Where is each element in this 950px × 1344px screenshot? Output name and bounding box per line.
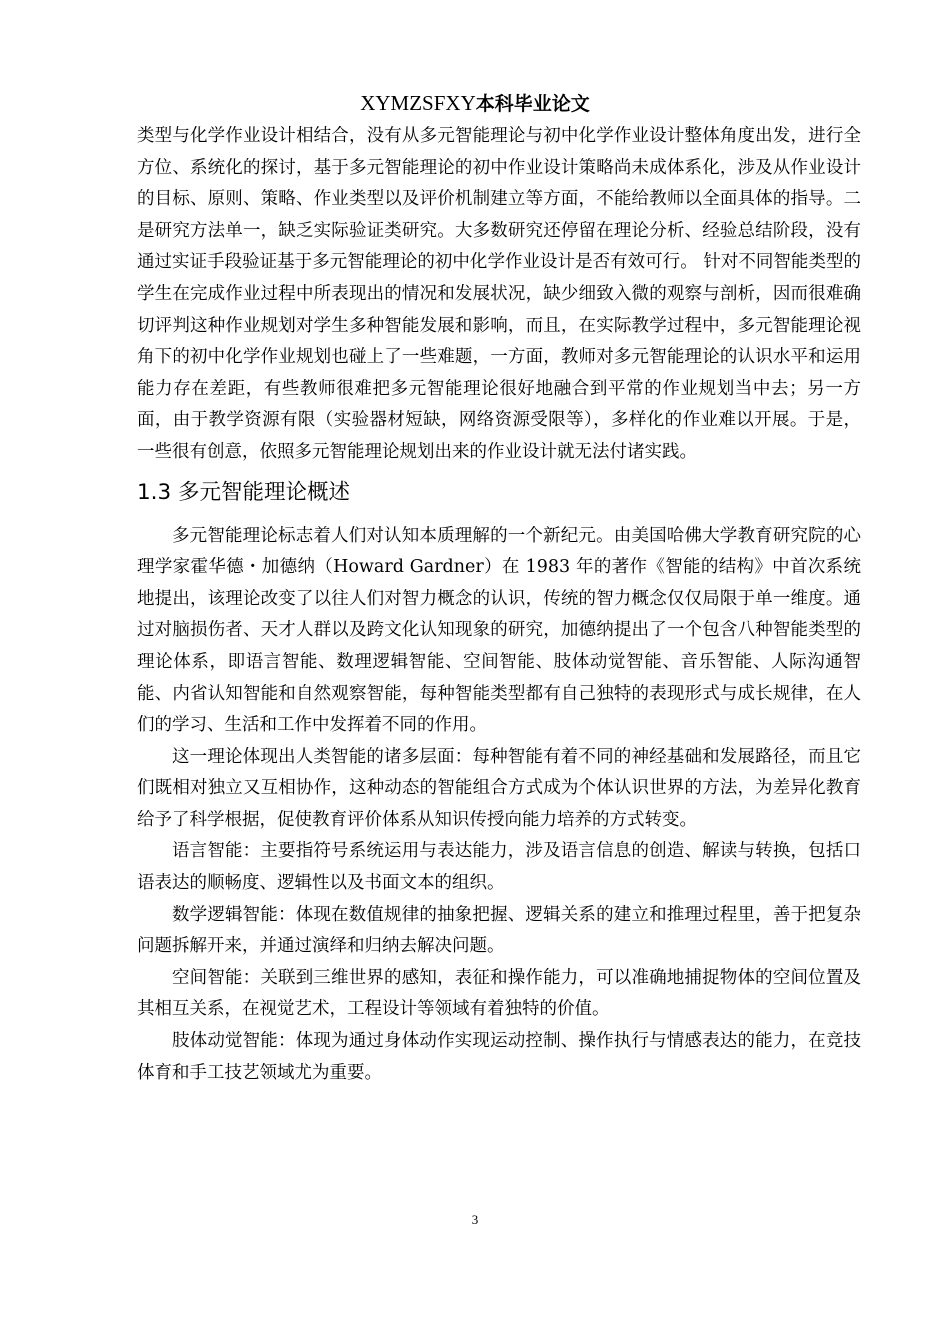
paragraph-spatial: 空间智能：关联到三维世界的感知，表征和操作能力，可以准确地捕捉物体的空间位置及其相互关系，在视觉艺术，工程设计等领域有着独特的价值。 [137, 967, 861, 1020]
paragraph-overview: 多元智能理论标志着人们对认知本质理解的一个新纪元。由美国哈佛大学教育研究院的心理学家霍华德・加德纳（Howard Gardner）在 1983 年的著作《智能的结构》中首次系统地提出，该理论改变了以往人们对智力概念的认识，传统的智力概念仅仅局限于单一维度。通过对脑损伤者、天才人群以及跨文化认知现象的研究，加德纳提出了一个包含八种智能类型的理论体系，即语言智能、数理逻辑智能、空间智能、肢体动觉智能、音乐智能、人际沟通智能、内省认知智能和自然观察智能，每种智能类型都有自己独特的表现形式与成长规律，在人们的学习、生活和工作中发挥着不同的作用。 [137, 525, 861, 736]
section-title: 1.3 多元智能理论概述 [137, 479, 351, 505]
header-code: XYMZSFXY [360, 91, 476, 115]
paragraph-logical: 数学逻辑智能：体现在数值规律的抽象把握、逻辑关系的建立和推理过程里，善于把复杂问题拆解开来，并通过演绎和归纳去解决问题。 [137, 904, 861, 957]
paragraph-dimensions: 这一理论体现出人类智能的诸多层面：每种智能有着不同的神经基础和发展路径，而且它们既相对独立又互相协作，这种动态的智能组合方式成为个体认识世界的方法，为差异化教育给予了科学根据，促使教育评价体系从知识传授向能力培养的方式转变。 [137, 746, 861, 830]
page-header [0, 88, 950, 119]
paragraph-kinesthetic: 肢体动觉智能：体现为通过身体动作实现运动控制、操作执行与情感表达的能力，在竞技体育和手工技艺领域尤为重要。 [137, 1031, 861, 1083]
page-number: 3 [471, 1212, 479, 1227]
header-title: 本科毕业论文 [475, 93, 590, 115]
intro-paragraph: 类型与化学作业设计相结合，没有从多元智能理论与初中化学作业设计整体角度出发，进行全方位、系统化的探讨，基于多元智能理论的初中作业设计策略尚未成体系化，涉及从作业设计的目标、原则、策略、作业类型以及评价机制建立等方面，不能给教师以全面具体的指导。二是研究方法单一，缺乏实际验证类研究。大多数研究还停留在理论分析、经验总结阶段，没有通过实证手段验证基于多元智能理论的初中化学作业设计是否有效可行。 针对不同智能类型的学生在完成作业过程中所表现出的情况和发展状况，缺少细致入微的观察与剖析，因而很难确切评判这种作业规划对学生多种智能发展和影响，而且，在实际教学过程中，多元智能理论视角下的初中化学作业规划也碰上了一些难题，一方面，教师对多元智能理论的认识水平和运用能力存在差距，有些教师很难把多元智能理论很好地融合到平常的作业规划当中去；另一方面，由于教学资源有限（实验器材短缺，网络资源受限等），多样化的作业难以开展。于是，一些很有创意，依照多元智能理论规划出来的作业设计就无法付诸实践。 [137, 126, 861, 462]
paragraph-linguistic: 语言智能：主要指符号系统运用与表达能力，涉及语言信息的创造、解读与转换，包括口语表达的顺畅度、逻辑性以及书面文本的组织。 [137, 841, 861, 894]
body-text [137, 121, 861, 1089]
